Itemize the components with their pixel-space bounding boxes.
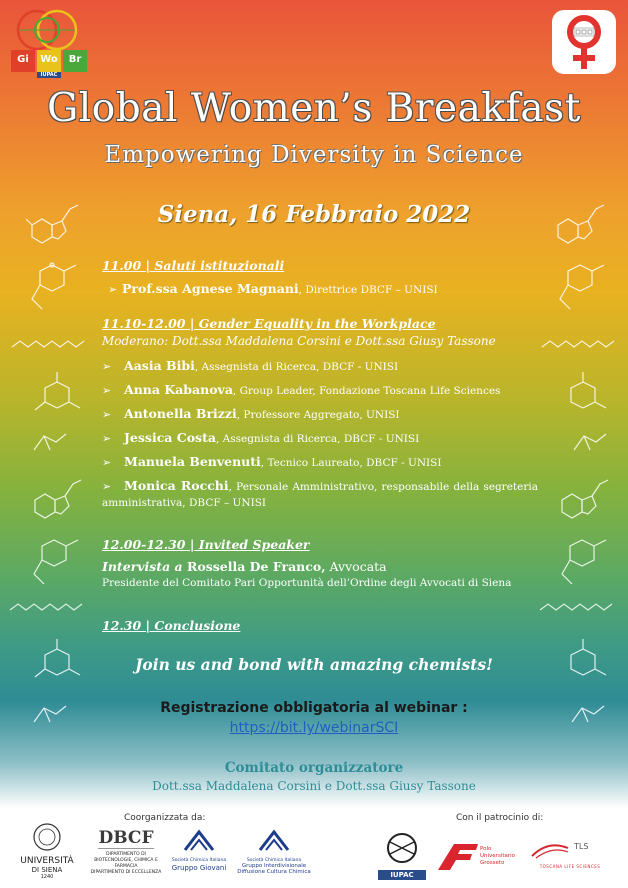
arrow-bullet-icon: ➢ [102, 432, 112, 445]
sci-chevron-icon [179, 828, 219, 854]
molecule-icon [548, 195, 608, 255]
speaker-name: Monica Rocchi [124, 478, 229, 493]
iupac-tag: IUPAC [37, 72, 61, 78]
speaker-role: , Personale Amministrativo, responsabile della segreteria amministrativa, DBCF – UNISI [102, 481, 538, 509]
list-item [102, 430, 419, 445]
page-subtitle: Empowering Diversity in Science [104, 142, 524, 168]
globe-rings-icon [9, 6, 89, 50]
molecule-icon [30, 368, 85, 423]
arrow-bullet-icon: ➢ [108, 283, 118, 296]
speaker-name: Aasia Bibi [124, 358, 195, 373]
event-date: Siena, 16 Febbraio 2022 [157, 201, 471, 228]
speaker-name: Antonella Brizzi [124, 406, 237, 421]
committee-title: Comitato organizzatore [224, 760, 404, 776]
section-heading-welcome: 11.00 | Saluti istituzionali [102, 258, 285, 273]
invited-name: Rossella De Franco, [182, 559, 326, 574]
page-title: Global Women’s Breakfast [47, 86, 581, 131]
molecule-icon [25, 470, 85, 530]
invited-intro [102, 559, 387, 574]
polo-grosseto-logo: Polo Universitario Grosseto [436, 840, 526, 872]
giwobr-logo [9, 6, 89, 78]
molecule-icon [22, 195, 82, 255]
committee-names: Dott.ssa Maddalena Corsini e Dott.ssa Giusy Tassone [152, 779, 476, 793]
list-item [108, 281, 438, 296]
speaker-name: Jessica Costa [124, 430, 216, 445]
giwobr-box-gi: Gi [11, 50, 35, 72]
list-item [102, 382, 500, 397]
speaker-role: , Tecnico Laureato, DBCF - UNISI [260, 457, 442, 469]
sci-young-logo: Società Chimica Italiana Gruppo Giovani [168, 828, 230, 872]
list-item [102, 406, 400, 421]
invited-role: Avvocata [325, 559, 387, 574]
female-symbol-icon [552, 10, 616, 74]
sci-division-logo: Società Chimica Italiana Gruppo Interdivisionale Diffusione Cultura Chimica [234, 828, 314, 875]
speaker-role: , Assegnista di Ricerca, DBCF - UNISI [194, 361, 399, 373]
speaker-name: Manuela Benvenuti [124, 454, 261, 469]
speaker-name: Anna Kabanova [124, 382, 233, 397]
giwobr-box-br: Br [63, 50, 87, 72]
list-item [102, 454, 442, 469]
gwb-logo [552, 10, 616, 74]
arrow-bullet-icon: ➢ [102, 408, 112, 421]
arrow-bullet-icon: ➢ [102, 360, 112, 373]
molecule-chain-icon [8, 598, 88, 622]
sci-chevron-icon [254, 828, 294, 854]
interview-label: Intervista a [102, 559, 183, 574]
molecule-icon [552, 470, 612, 530]
tls-swoosh-icon [528, 838, 612, 860]
molecule-icon [550, 255, 615, 315]
giwobr-box-wo: Wo [37, 50, 61, 72]
iupac-emblem-icon [382, 830, 422, 866]
molecule-chain-icon [538, 598, 618, 622]
tls-logo: TLS TOSCANA LIFE SCIENCES [528, 838, 612, 870]
list-item [102, 358, 398, 373]
speaker-role: , Direttrice DBCF – UNISI [298, 284, 438, 296]
arrow-bullet-icon: ➢ [102, 456, 112, 469]
molecule-icon [552, 530, 617, 590]
webinar-link[interactable]: https://bit.ly/webinarSCI [229, 720, 399, 736]
molecule-icon [556, 368, 611, 423]
section-heading-gender: 11.10-12.00 | Gender Equality in the Workplace [102, 316, 436, 331]
dbcf-logo: DBCF DIPARTIMENTO DI BIOTECNOLOGIE, CHIMICA E FARMACIA DIPARTIMENTO DI ECCELLENZA [90, 828, 162, 875]
list-item [102, 478, 538, 511]
invited-detail: Presidente del Comitato Pari Opportunità dell’Ordine degli Avvocati di Siena [102, 577, 512, 589]
registration-text: Registrazione obbligatoria al webinar : [160, 700, 468, 716]
molecule-icon [30, 428, 70, 458]
section-heading-conclusion: 12.30 | Conclusione [102, 618, 241, 633]
speaker-role: , Group Leader, Fondazione Toscana Life Sciences [232, 385, 501, 397]
speaker-role: , Professore Aggregato, UNISI [236, 409, 400, 421]
moderators: Moderano: Dott.ssa Maddalena Corsini e Dott.ssa Giusy Tassone [102, 334, 496, 348]
section-heading-invited: 12.00-12.30 | Invited Speaker [102, 537, 310, 552]
molecule-icon [24, 530, 89, 590]
coorganized-label: Coorganizzata da: [124, 813, 206, 823]
molecule-icon [22, 255, 87, 315]
speaker-name: Prof.ssa Agnese Magnani [122, 281, 299, 296]
speaker-role: , Assegnista di Ricerca, DBCF - UNISI [215, 433, 420, 445]
molecule-chain-icon [540, 335, 620, 359]
arrow-bullet-icon: ➢ [102, 384, 112, 397]
unisi-logo: UNIVERSITÀ DI SIENA 1240 [16, 822, 78, 880]
arrow-bullet-icon: ➢ [102, 480, 112, 493]
patronage-label: Con il patrocinio di: [456, 813, 544, 823]
iupac-logo: IUPAC [378, 830, 426, 880]
polo-wing-icon [436, 840, 480, 872]
university-seal-icon [32, 822, 62, 852]
join-tagline: Join us and bond with amazing chemists! [135, 655, 493, 674]
molecule-icon [570, 428, 610, 458]
molecule-chain-icon [10, 335, 90, 359]
